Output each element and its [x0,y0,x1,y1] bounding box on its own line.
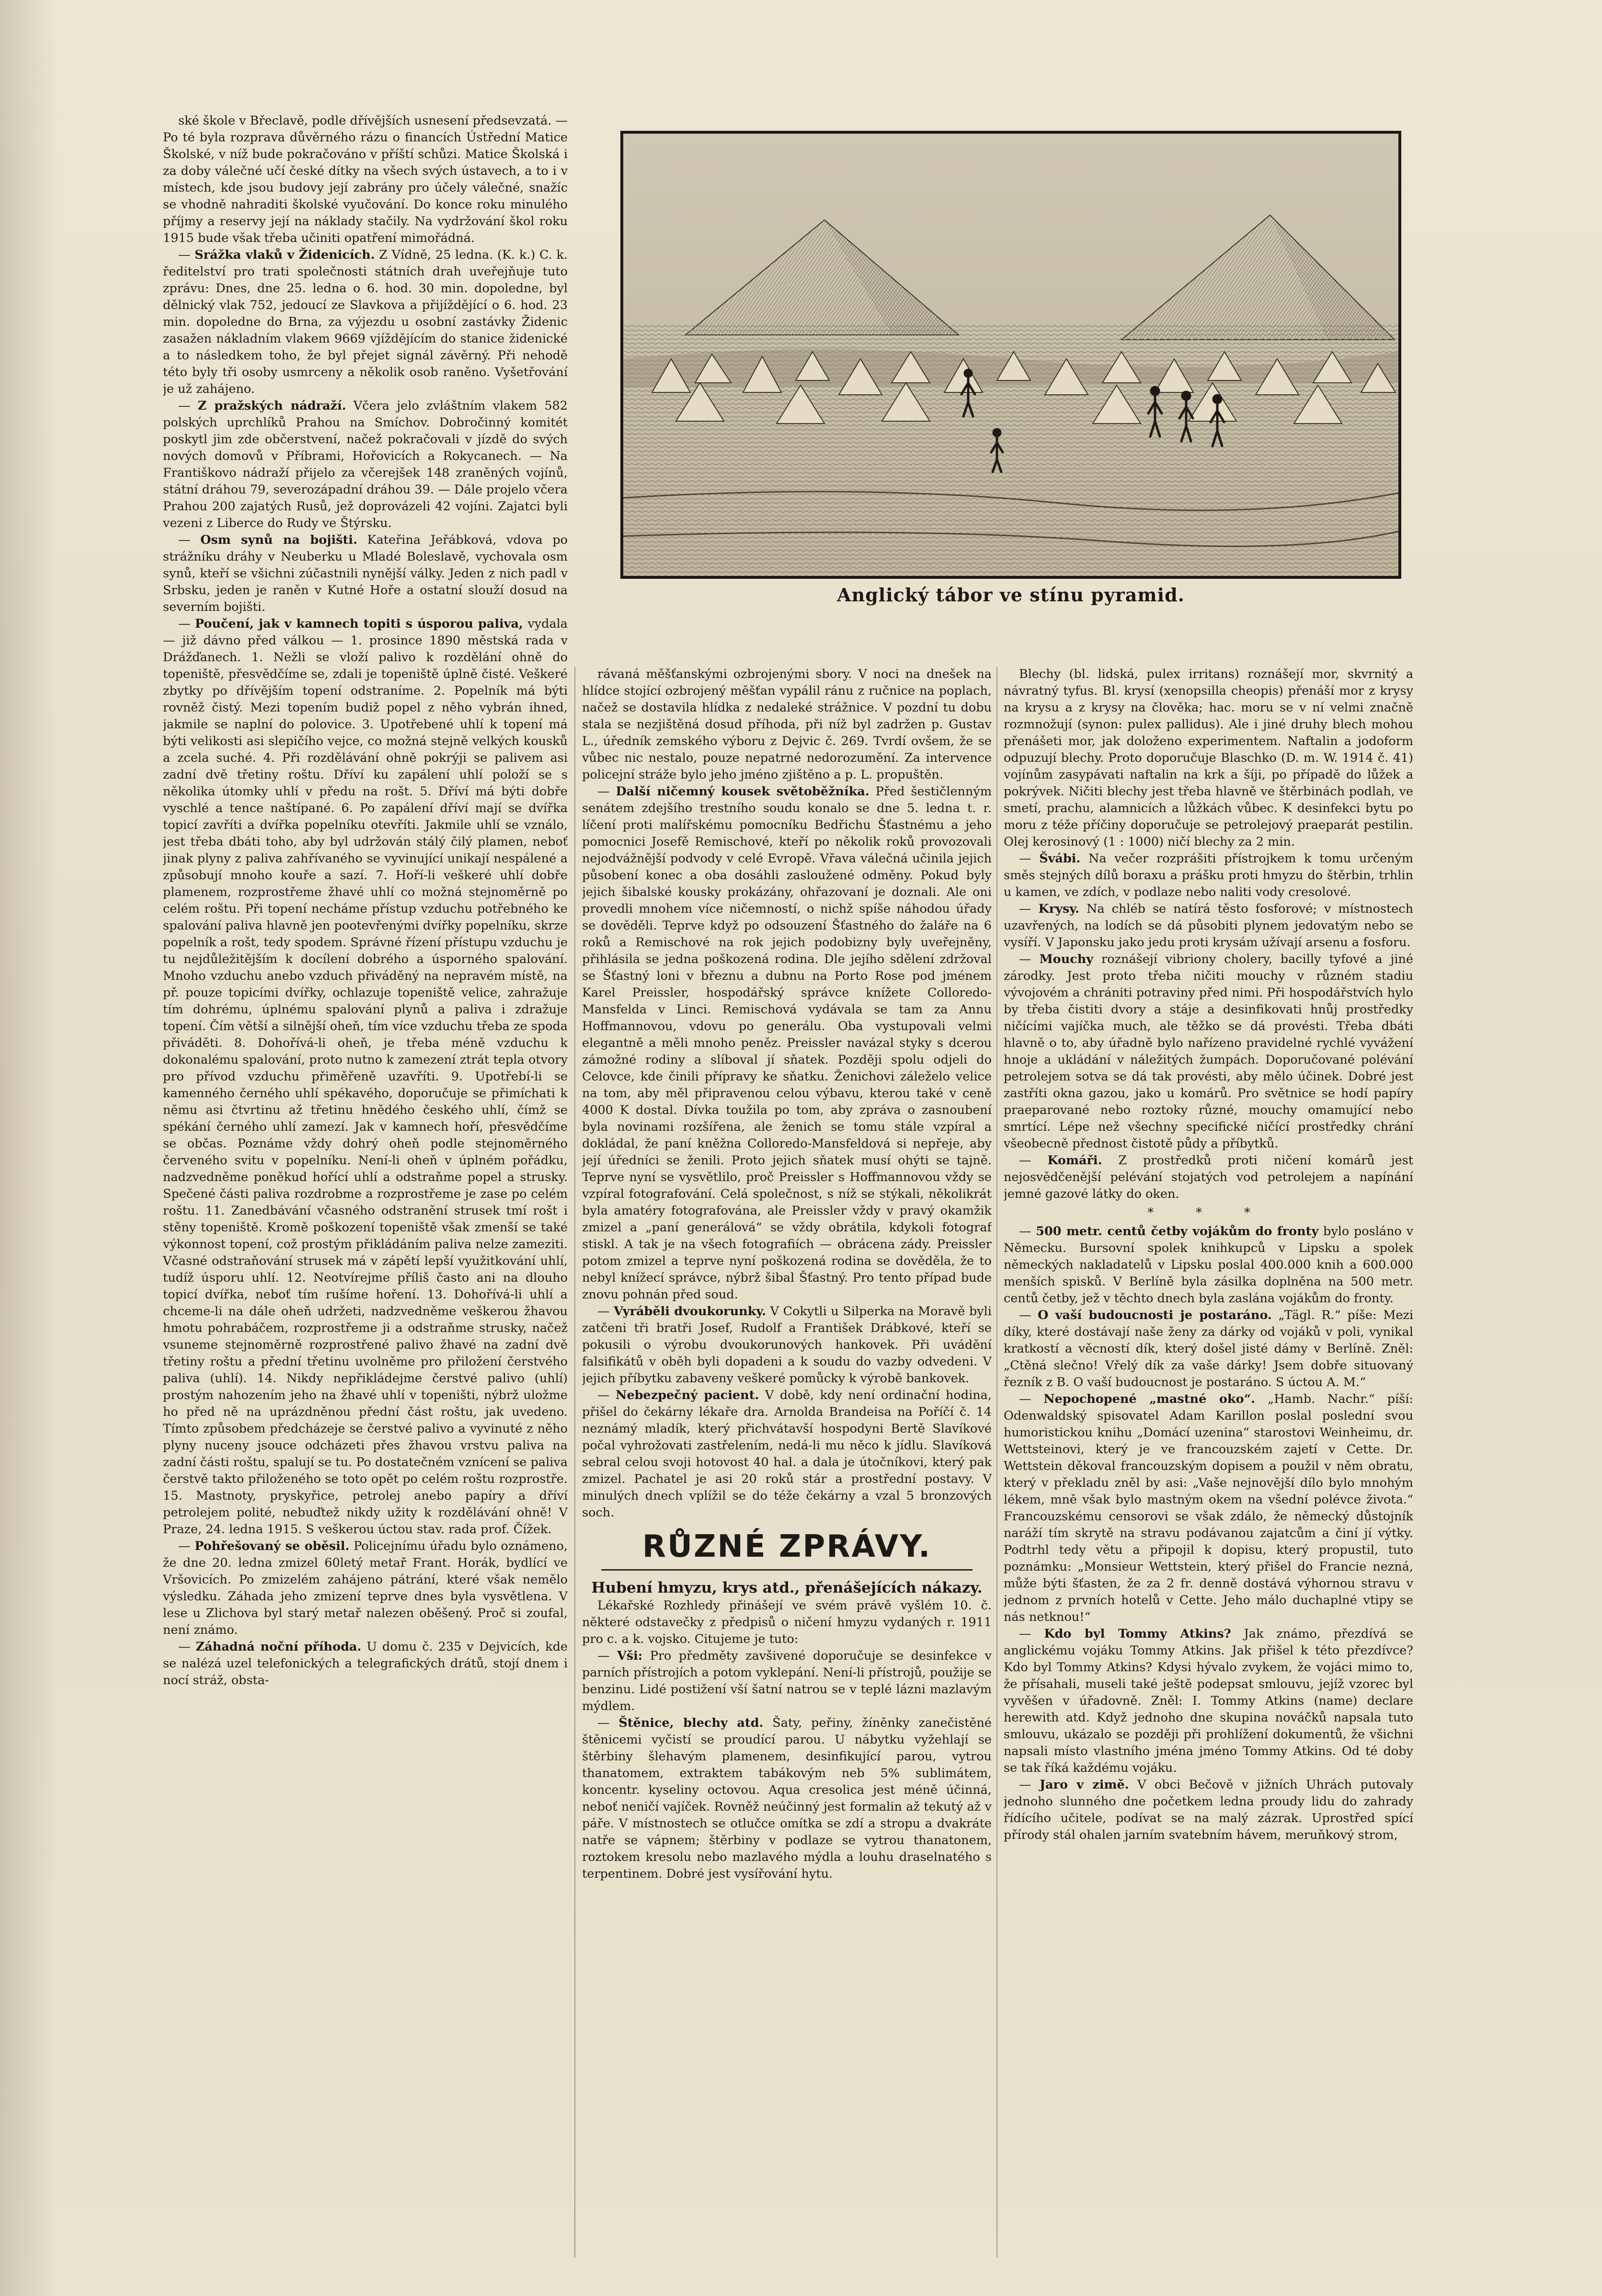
separator-stars: * * * [1147,1205,1270,1220]
article-body: bylo posláno v Německu. Bursovní spolek knihkupců v Lipsku a spolek německých nakladatelů v Lipsku poslal 400.000 knih a 600.000 menších spisků. V Berlíně byla zásilka doplněna na 500 metr. centů četby, jež v těchto dnech byla zaslána vojákům do fronty. [1004,1224,1413,1306]
article-body: Včera jelo zvláštním vlakem 582 polských uprchlíků Prahou na Smíchov. Dobročinný komitét poskytl jim zde občerstvení, načež pokračovali v jízdě do svých nových domovů v Příbrami, Hořovicích a Rokycanech. — Na Františkovo nádraží přijelo za včerejšek 148 zraněných vojínů, státní dráhou 79, severozápadní dráhou 39. — Dále projelo včera Prahou 200 zajatých Rusů, jež doprovázeli 42 vojíni. Zajatci byli vezeni z Liberce do Rudy ve Štýrsku. [163,399,568,530]
column-3 [1004,666,1413,2276]
article-body: Pro předměty zavšivené doporučuje se desinfekce v parních přístrojích a potom vyklepání. Není-li přístrojů, použije se benzinu. Lidé postižení vší šatní natrou se v teplé lázni mazlavým mýdlem. [582,1649,992,1713]
article-title: Osm synů na bojišti. [200,533,357,547]
article-paragraph: — Srážka vlaků v Židenicích. Z Vídně, 25 ledna. (K. k.) C. k. ředitelství pro trati společnosti státních drah uveřejňuje tuto zprávu: Dnes, dne 25. ledna o 6. hod. 30 min. dopoledne, byl dělnický vlak 752, jedoucí ze Slavkova a přijíždějící o 6. hod. 23 min. dopoledne do Brna, za výjezdu u osobní zastávky Židenic zasažen nákladním vlakem 9669 vjíždějícím do stanice židenické a to následkem toho, že byl přejet signál závěrný. Při nehodě této byly tři osoby usmrceny a několik osob raněno. Vyšetřování je už zahájeno. [163,248,568,396]
article-paragraph: — Další ničemný kousek světoběžníka. Před šestičlenným senátem zdejšího trestního soudu konalo se dne 5. ledna t. r. líčení proti malířskému pomocníku Bedřichu Šťastnému a jeho pomocnici Josefě Remischové, kteří po několik roků provozovali nejodvážnější podvody v celé Evropě. Vřava válečná učinila jejich působení konec a oba dosáhli zasloužené odměny. Pokud byly jejich šibalské kousky prokázány, ohřazovaní je doznali. Ale oni provedli mnohem více ničemností, o nichž spíše náhodou úřady se dověděli. Teprve když po odsouzení Šťastného do žaláře na 6 roků a Remischové na rok jejich podobizny byly uveřejněny, přihlásila se jedna poškozená rodina. Dle jejího sdělení zdržoval se Šťastný loni v březnu a dubnu na Porto Rose pod jménem Karel Preissler, hospodářský správce knížete Colloredo-Mansfelda v Linci. Remischová vydávala se tam za Annu Hoffmannovou, vdovu po generálu. Oba vystupovali velmi elegantně a měli mnoho peněz. Preissler navázal styky s dcerou zámožné rodiny a slíboval jí sňatek. Později spolu odjeli do Celovce, kde činili přípravy ke sňatku. Ženichovi záleželo velice na tom, aby měl připravenou celou výbavu, kterou také v ceně 4000 K dostal. Dívka toužila po tom, aby zpráva o zasnoubení byla novinami rozšířena, ale ženich se tomu stále vzpíral a dokládal, že paní kněžna Colloredo-Mansfeldová si nepřeje, aby její úředníci se ženili. Proto jejich sňatek musí ohýti se tajně. Teprve nyní se vysvětlilo, proč Preissler s Hoffmannovou vždy se vzpíral fotografování. Celá společnost, s níž se stýkali, několikrát byla amatéry fotografována, ale Preissler vždy v pravý okamžik zmizel a „paní generálová“ se vždy obrátila, kdykoli fotograf stiskl. A tak je na všech fotografiích — obrácena zády. Preissler potom zmizel a teprve nyní poškozená rodina se dověděla, že to nebyl knížecí správce, nýbrž šibal Šťastný. Pro tento případ bude znovu pohnán před soud. [582,784,992,1302]
section-rule [601,1569,973,1571]
article-paragraph [163,113,568,247]
article-body: Blechy (bl. lidská, pulex irritans) roznášejí mor, skvrnitý a návratný tyfus. Bl. krysí (xenopsilla cheopis) přenáší mor z krysy na krysu a z krysy na člověka; hac. moru se v ní velmi značně rozmnožují (synon: pulex pallidus). Ale i jiné druhy blech mohou přenášeti mor, jak doloženo experimentem. Naftalin a jodoform odpuzují blechy. Proto doporučuje Blaschko (D. m. W. 1914 č. 41) vojínům zasypávati naftalin na krk a šíji, po případě do lůžek a pokrývek. Ničiti blechy jest třeba hlavně ve štěrbinách podlah, ve smetí, prachu, alamnicích a lůžkách vůbec. K desinfekci bytu po moru z téže příčiny doporučuje se petrolejový praeparát pestilin. Olej kerosinový (1 : 1000) ničí blechy za 2 min. [1004,667,1413,849]
article-body: U domu č. 235 v Dejvicích, kde se nalézá uzel telefonických a telegrafických drátů, stojí dnem i nocí stráž, obsta- [163,1640,568,1688]
article-paragraph: — Nebezpečný pacient. V době, kdy není ordinační hodina, přišel do čekárny lékaře dra. Arnolda Brandeisa na Poříčí č. 14 neznámý mladík, který přichvátavší hospodyni Bertě Slavíkové počal vyhrožovati zastřelením, nedá-li mu něco k jídlu. Slavíková sebral celou svoji hotovost 40 hal. a dala je útočníkovi, který pak zmizel. Pachatel je asi 20 roků stár a prostřední postavy. V minulých dnech vplížil se do téže čekárny a vzal 5 bronzových soch. [582,1388,992,1520]
article-body: Šaty, peřiny, žíněnky zanečistěné štěnicemi vyčistí se proudící parou. U nábytku vyžehlají se štěrbiny šlehavým plamenem, desinfikující parou, vytrou thanatomem, extraktem tabákovým neb 5% sublimátem, koncentr. kyseliny octovou. Aqua cresolica jest méně účinná, neboť neničí vajíček. Rovněž neúčinný jest formalin až tekutý až v páře. V místnostech se otlučce omítka se zdí a stropu a dvakráte natře se vápnem; štěrbiny v podlaze se vytrou thanatonem, roztokem kresolu nebo mazlavého mýdla a louhu draselnatého s terpentinem. Dobré jest vysířování hytu. [582,1716,992,1881]
article-paragraph: — 500 metr. centů četby vojákům do fronty bylo posláno v Německu. Bursovní spolek knihkupců v Lipsku a spolek německých nakladatelů v Lipsku poslal 400.000 knih a 600.000 menších spisků. V Berlíně byla zásilka doplněna na 500 metr. centů četby, jež v těchto dnech byla zaslána vojákům do fronty. [1004,1224,1413,1306]
article-paragraph: — Štěnice, blechy atd. Šaty, peřiny, žíněnky zanečistěné štěnicemi vyčistí se proudící parou. U nábytku vyžehlají se štěrbiny šlehavým plamenem, desinfikující parou, vytrou thanatomem, extraktem tabákovým neb 5% sublimátem, koncentr. kyseliny octovou. Aqua cresolica jest méně účinná, neboť neničí vajíček. Rovněž neúčinný jest formalin až tekutý až v páře. V místnostech se otlučce omítka se zdí a stropu a dvakráte natře se vápnem; štěrbiny v podlaze se vytrou thanatonem, roztokem kresolu nebo mazlavého mýdla a louhu draselnatého s terpentinem. Dobré jest vysířování hytu. [582,1716,992,1881]
article-body: „Hamb. Nachr.“ píší: Odenwaldský spisovatel Adam Karillon poslal poslední svou humoristickou knihu „Domácí uzenina“ starostovi Weinheimu, dr. Wettsteinovi, který je ve francouzském zajetí v Cette. Dr. Wettstein děkoval francouzským dopisem a použil v něm obratu, který v překladu zněl by asi: „Vaše nejnovější dílo bylo mnohým lékem, mně však bylo mastným okem na všední polévce života.“ Francouzskému censorovi se však zdálo, že německý důstojník naráží tím skrytě na stravu podávanou zajatcům a činí jí výtky. Podtrhl tedy větu a připojil k dopisu, který propustil, tuto poznámku: „Monsieur Wettstein, který přišel do Francie nezná, může býti šťasten, že za 2 fr. denně dostává výhornou stravu v jednom z prvních hotelů v Cette. Jeho málo duchaplné vtipy se nás netknou!“ [1004,1392,1413,1624]
page-edge-shadow [0,0,57,2296]
article-body: V Cokytli u Silperka na Moravě byli zatčeni tři bratři Josef, Rudolf a František Drábkové, kteří se pokusili o výrobu dvoukorunových hankovek. Při uvádění falsifikátů v oběh byli dopadeni a k soudu do vazby odvedeni. V jejich příbytku zabaveny veškeré pomůcky k výrobě bankovek. [582,1304,992,1386]
article-title: Záhadná noční příhoda. [195,1640,362,1654]
article-body: Kateřina Jeřábková, vdova po strážníku dráhy v Neuberku u Mladé Boleslavě, vychovala osm synů, kteří se všichni zúčastnili nynější války. Jeden z nich padl v Srbsku, jeden je raněn v Kutné Hoře a ostatní slouží dosud na severním bojišti. [163,533,568,614]
article-body: Na chléb se natírá těsto fosforové; v místnostech uzavřených, na lodích se dá působiti plynem jedovatým nebo se vysíří. V Japonsku jako jedu proti krysám užívají arsenu a fosforu. [1004,902,1413,950]
article-paragraph: — Nepochopené „mastné oko“. „Hamb. Nachr.“ píší: Odenwaldský spisovatel Adam Karillon poslal poslední svou humoristickou knihu „Domácí uzenina“ starostovi Weinheimu, dr. Wettsteinovi, který je ve francouzském zajetí v Cette. Dr. Wettstein děkoval francouzským dopisem a použil v něm obratu, který v překladu zněl by asi: „Vaše nejnovější dílo bylo mnohým lékem, mně však bylo mastným okem na všední polévce života.“ Francouzskému censorovi se však zdálo, že německý důstojník naráží tím skrytě na stravu podávanou zajatcům a činí jí výtky. Podtrhl tedy větu a připojil k dopisu, který propustil, tuto poznámku: „Monsieur Wettstein, který přišel do Francie nezná, může býti šťasten, že za 2 fr. denně dostává výhornou stravu v jednom z prvních hotelů v Cette. Jeho málo duchaplné vtipy se nás netknou!“ [1004,1392,1413,1624]
pyramids-camp-photo [620,131,1401,579]
article-body: Z Vídně, 25 ledna. (K. k.) C. k. ředitelství pro trati společnosti státních drah uveřejňuje tuto zprávu: Dnes, dne 25. ledna o 6. hod. 30 min. dopoledne, byl dělnický vlak 752, jedoucí ze Slavkova a přijíždějící o 6. hod. 23 min. dopoledne do Brna, za výjezdu u osobní zastávky Židenic zasažen nákladním vlakem 9669 vjíždějícím do stanice židenické a to následkem toho, že byl přejet signál závěrný. Při nehodě této byly tři osoby usmrceny a několik osob raněno. Vyšetřování je už zahájeno. [163,248,568,396]
photo-caption: Anglický tábor ve stínu pyramid. [837,584,1185,606]
article-paragraph: — Kdo byl Tommy Atkins? Jak známo, přezdívá se anglickému vojáku Tommy Atkins. Jak přišel k této přezdívce? Kdo byl Tommy Atkins? Kdysi hývalo zvykem, že vojáci mimo to, že přísahali, museli také ještě podepsat smlouvu, jejíž vzorec byl vyvěšen v úřadovně. Zněl: I. Tommy Atkins (name) declare herewith atd. Když jednoho dne skupina nováčků napsala tuto smlouvu, ukázalo se později při prohlížení dokumentů, že všichni napsali místo vlastního jména jméno Tommy Atkins. Od té doby se tak říká každému vojáku. [1004,1627,1413,1775]
article-paragraph: — Z pražských nádraží. Včera jelo zvláštním vlakem 582 polských uprchlíků Prahou na Smíchov. Dobročinný komitét poskytl jim zde občerstvení, načež pokračovali v jízdě do svých nových domovů v Příbrami, Hořovicích a Rokycanech. — Na Františkovo nádraží přijelo za včerejšek 148 zraněných vojínů, státní dráhou 79, severozápadní dráhou 39. — Dále projelo včera Prahou 200 zajatých Rusů, jež doprovázeli 42 vojíni. Zajatci byli vezeni z Liberce do Rudy ve Štýrsku. [163,399,568,530]
article-title: Švábi. [1039,851,1081,866]
pyramids-illustration [623,134,1398,576]
article-body: vydala — již dávno před válkou — 1. prosince 1890 městská rada v Drážďanech. 1. Nežli se vloží palivo k rozdělání ohně do topeniště, přesvědčíme se, zdali je topeniště úplně čisté. Veškeré zbytky po dřívějším topení odstraníme. 2. Popelník má býti rovněž čistý. Mezi topením budiž popel z něho vybrán ihned, jakmile se naplní do polovice. 3. Upotřebené uhlí k topení má býti velikosti asi slepičího vejce, co možná stejně velkých kousků a zcela suché. 4. Při rozdělávání ohně pokrýji se palivem asi zadní dvě třetiny roštu. Dříví ku zapálení uhlí položí se s několika útomky uhlí v předu na rošt. 5. Dříví má býti dobře vyschlé a tence naštípané. 6. Po zapálení dříví mají se dvířka topicí zavříti a dvířka popelníku otevříti. Jakmile uhlí se vználo, jest třeba dbáti toho, aby byl udržován stálý čilý plamen, neboť jinak plyny z paliva zahřívaného se vyvinující unikají nespálené a způsobují mnoho kouře a sazí. 7. Hoří-li veškeré uhlí dobře plamenem, rozprostřeme žhavé uhlí co možná stejnoměrně po celém roštu. Při topení necháme přístup vzduchu potřebného ke spalování paliva hlavně jen pootevřenými dvířky popelníku, skrze popelník a rošt, tedy spodem. Správné řízení přístupu vzduchu je tu nejdůležitějším k docílení dobrého a úsporného spalování. Mnoho vzduchu anebo vzduch přiváděný na nepravém místě, na př. pouze topicími dvířky, ochlazuje topeniště velice, zahražuje tím dohrému, úplnému spalování plynů a paliva i zdražuje topení. Čím větší a silnější oheň, tím více vzduchu třeba ze spoda přiváděti. 8. Dohořívá-li oheň, je třeba méně vzduchu k dokonalému spalování, proto nutno k zamezení ztrát tepla otvory pro přívod vzduchu přiměřeně uzavříti. 9. Upotřebí-li se kamenného černého uhlí spékavého, doporučuje se přimíchati k němu asi čtvrtinu až třetinu hnědého českého uhlí, čímž se spékání černého uhlí zamezí. Jak v kamnech hoří, přesvědčíme se občas. Poznáme vždy dohrý oheň podle stejnoměrného červeného svitu v popelníku. Není-li oheň v úplném pořádku, nadzvedněme poněkud hořící uhlí a odstraňme popel a strusky. Spečené části paliva rozdrobme a rozprostřeme je zase po celém roštu. 11. Zanedbávání včasného odstranění strusek tmí rošt i stěny topeniště. Kromě poškození topeniště však zmenší se také výkonnost topení, což prostým přikládáním paliva nelze zameziti. Včasné odstraňování strusek má v zápětí lepší využitkování uhlí, tudíž úsporu uhlí. 12. Neotvírejme příliš často ani na dlouho topicí dvířka, neboť tím rušíme hoření. 13. Dohořívá-li uhlí a chceme-li na dále oheň udržeti, nadzvedněme veškerou žhavou hmotu pohrabáčem, rozprostřeme ji a odstraňme strusky, načež vsuneme stejnoměrně rozprostřené palivo žhavé na zadní dvě třetiny roštu a přední třetinu uvolněme pro přiložení čerstvého paliva (uhlí). 14. Nikdy nepřikládejme čerstvé palivo (uhlí) prostým nahozením jeho na žhavé uhlí v topeništi, nýbrž uložme ho před ně na uprázdněnou přední část roštu, jak uvedeno. Tímto způsobem předcházeje se čerstvé palivo a vyvinuté z něho plyny nuceny jsouce odcházeti přes žhavou vrstvu paliva na zadní části roštu, spalují se tu. Po dostatečném vznícení se paliva čerstvě takto přiloženého se toto opět po celém roštu rozprostře. 15. Mastnoty, pryskyřice, petrolej anebo papíry a dříví petrolejem polité, nebuďtež nikdy užity k rozdělávání ohně! V Praze, 24. ledna 1915. S veškerou úctou stav. rada prof. Čížek. [163,617,568,1537]
article-paragraph: — Záhadná noční příhoda. U domu č. 235 v Dejvicích, kde se nalézá uzel telefonických a telegrafických drátů, stojí dnem i nocí stráž, obsta- [163,1640,568,1688]
article-paragraph [1004,666,1413,850]
article-title: Štěnice, blechy atd. [618,1716,764,1730]
section-heading: RŮZNÉ ZPRÁVY. [642,1529,932,1564]
article-paragraph: — Švábi. Na večer rozprášiti přístrojkem k tomu určeným směs stejných dílů boraxu a prášku proti hmyzu do štěrbin, trhlin u kamen, ve zdích, v podlaze nebo naliti vody cresolové. [1004,851,1413,899]
article-paragraph [582,1597,992,1648]
article-body: roznášejí vibriony cholery, bacilly tyfové a jiné zárodky. Jest proto třeba ničiti mouchy v různém stadiu vývojovém a chrániti potraviny před nimi. Při hospodářstvích hylo by třeba čistiti dvory a stáje a desinfikovati hnůj prostředky ničícími vajíčka much, ale těžko se dá provésti. Třeba dbáti hlavně o to, aby úřadně bylo nařízeno pravidelné rychlé vyvážení hnoje a ukládání v náležitých žumpách. Doporučované polévání petrolejem sotva se dá tak provésti, aby mělo účinek. Dobré jest zastříti okna gazou, jako u komárů. Pro světnice se hodí papíry praeparované nebo roztoky různé, mouchy omamující nebo smrtící. Lépe než všechny specifické ničící prostředky chrání všeobecně přednost čistotě půdy a příbytků. [1004,952,1413,1151]
article-body: rávaná měšťanskými ozbrojenými sbory. V noci na dnešek na hlídce stojící ozbrojený měšťan vypálil ránu z ručnice na poplach, načež se dostavila hlídka z nedaleké strážnice. V pozdní tu dobu stala se nezjištěná dosud příhoda, při níž byl zadržen p. Gustav L., úředník zemského výboru z Dejvic č. 269. Tvrdí ovšem, že se vůbec nic nestalo, pouze nepatrné nedorozumění. Za intervence policejní stráže bylo jeho jméno zjištěno a p. L. propuštěn. [582,667,992,782]
article-body: „Tägl. R.“ píše: Mezi díky, které dostávají naše ženy za dárky od vojáků v poli, vynikal kratkostí a věcností dík, který došel jisté dámy v Berlíně. Zněl: „Ctěná slečno! Vřelý dík za vaše dárky! Jsem dobře situovaný řezník z B. O vaší budoucnost je postaráno. S úctou A. M.“ [1004,1308,1413,1389]
article-body: Na večer rozprášiti přístrojkem k tomu určeným směs stejných dílů boraxu a prášku proti hmyzu do štěrbin, trhlin u kamen, ve zdích, v podlaze nebo naliti vody cresolové. [1004,851,1413,899]
column-divider-2 [996,667,997,2258]
article-title: Nebezpečný pacient. [616,1388,759,1402]
article-paragraph: — Komáři. Z prostředků proti ničení komárů jest nejosvědčenější pelévání stojatých vod petrolejem a napínání jemné gazové látky do oken. [1004,1153,1413,1201]
article-paragraph: — Mouchy roznášejí vibriony cholery, bacilly tyfové a jiné zárodky. Jest proto třeba ničiti mouchy v různém stadiu vývojovém a chrániti potraviny před nimi. Při hospodářstvích hylo by třeba čistiti dvory a stáje a desinfikovati hnůj prostředky ničícími vajíčka much, ale těžko se dá provésti. Třeba dbáti hlavně o to, aby úřadně bylo nařízeno pravidelné rychlé vyvážení hnoje a ukládání v náležitých žumpách. Doporučované polévání petrolejem sotva se dá tak provésti, aby mělo účinek. Dobré jest zastříti okna gazou, jako u komárů. Pro světnice se hodí papíry praeparované nebo roztoky různé, mouchy omamující nebo smrtící. Lépe než všechny specifické ničící prostředky chrání všeobecně přednost čistotě půdy a příbytků. [1004,952,1413,1151]
article-title: O vaší budoucnosti je postaráno. [1038,1308,1272,1322]
article-body: Policejnímu úřadu bylo oznámeno, že dne 20. ledna zmizel 60letý metař Frant. Horák, bydlící ve Vršovicích. Po zmizelém zahájeno pátrání, které však nemělo výsledku. Záhada jeho zmizení teprve dnes byla vysvětlena. V lese u Zlichova byl starý metař nalezen oběšený. Proč si zoufal, není známo. [163,1539,568,1637]
article-body: Z prostředků proti ničení komárů jest nejosvědčenější pelévání stojatých vod petrolejem a napínání jemné gazové látky do oken. [1004,1153,1413,1201]
article-paragraph: — Osm synů na bojišti. Kateřina Jeřábková, vdova po strážníku dráhy v Neuberku u Mladé Boleslavě, vychovala osm synů, kteří se všichni zúčastnili nynější války. Jeden z nich padl v Srbsku, jeden je raněn v Kutné Hoře a ostatní slouží dosud na severním bojišti. [163,533,568,614]
article-paragraph: — Pohřešovaný se oběsil. Policejnímu úřadu bylo oznámeno, že dne 20. ledna zmizel 60letý metař Frant. Horák, bydlící ve Vršovicích. Po zmizelém zahájeno pátrání, které však nemělo výsledku. Záhada jeho zmizení teprve dnes byla vysvětlena. V lese u Zlichova byl starý metař nalezen oběšený. Proč si zoufal, není známo. [163,1539,568,1637]
article-title: Jaro v zimě. [1039,1778,1129,1792]
article-title: Mouchy [1039,952,1094,966]
article-title: Vši: [617,1649,643,1663]
article-body: Jak známo, přezdívá se anglickému vojáku Tommy Atkins. Jak přišel k této přezdívce? Kdo byl Tommy Atkins? Kdysi hývalo zvykem, že vojáci mimo to, že přísahali, museli také ještě podepsat smlouvu, jejíž vzorec byl vyvěšen v úřadovně. Zněl: I. Tommy Atkins (name) declare herewith atd. Když jednoho dne skupina nováčků napsala tuto smlouvu, ukázalo se později při prohlížení dokumentů, že všichni napsali místo vlastního jména jméno Tommy Atkins. Od té doby se tak říká každému vojáku. [1004,1627,1413,1775]
article-body: ské škole v Břeclavě, podle dřívějších usnesení předsevzatá. — Po té byla rozprava důvěrného rázu o financích Ústřední Matice Školské, v níž bude pokračováno v příští schůzi. Matice Školská i za doby válečné učí české dítky na všech svých ústavech, a to i v místech, kde jsou budovy její zabrány pro účely válečné, snažíc se vhodně nahraditi školské vyučování. Do konce roku minulého příjmy a reservy její na náklady stačily. Na vydržování škol roku 1915 bude však třeba učiniti opatření mimořádná. [163,114,568,245]
article-title: Komáři. [1047,1153,1102,1168]
article-paragraph: — Krysy. Na chléb se natírá těsto fosforové; v místnostech uzavřených, na lodích se dá působiti plynem jedovatým nebo se vysíří. V Japonsku jako jedu proti krysám užívají arsenu a fosforu. [1004,902,1413,950]
article-title: Nepochopené „mastné oko“. [1043,1392,1256,1406]
article-title: Krysy. [1038,902,1080,916]
article-title: Srážka vlaků v Židenicích. [195,248,375,262]
article-body: V době, kdy není ordinační hodina, přišel do čekárny lékaře dra. Arnolda Brandeisa na Poříčí č. 14 neznámý mladík, který přichvátavší hospodyni Bertě Slavíkové počal vyhrožovati zastřelením, nedá-li mu něco k jídlu. Slavíková sebral celou svoji hotovost 40 hal. a dala je útočníkovi, který pak zmizel. Pachatel je asi 20 roků stár a prostřední postavy. V minulých dnech vplížil se do téže čekárny a vzal 5 bronzových soch. [582,1388,992,1520]
article-title: Z pražských nádraží. [197,399,346,413]
article-title: Pohřešovaný se oběsil. [195,1539,350,1553]
article-paragraph: — Poučení, jak v kamnech topiti s úsporou paliva, vydala — již dávno před válkou — 1. prosince 1890 městská rada v Drážďanech. 1. Nežli se vloží palivo k rozdělání ohně do topeniště, přesvědčíme se, zdali je topeniště úplně čisté. Veškeré zbytky po dřívějším topení odstraníme. 2. Popelník má býti rovněž čistý. Mezi topením budiž popel z něho vybrán ihned, jakmile se naplní do polovice. 3. Upotřebené uhlí k topení má býti velikosti asi slepičího vejce, co možná stejně velkých kousků a zcela suché. 4. Při rozdělávání ohně pokrýji se palivem asi zadní dvě třetiny roštu. Dříví ku zapálení uhlí položí se s několika útomky uhlí v předu na rošt. 5. Dříví má býti dobře vyschlé a tence naštípané. 6. Po zapálení dříví mají se dvířka topicí zavříti a dvířka popelníku otevříti. Jakmile uhlí se vználo, jest třeba dbáti toho, aby byl udržován stálý čilý plamen, neboť jinak plyny z paliva zahřívaného se vyvinující unikají nespálené a způsobují mnoho kouře a sazí. 7. Hoří-li veškeré uhlí dobře plamenem, rozprostřeme žhavé uhlí co možná stejnoměrně po celém roštu. Při topení necháme přístup vzduchu potřebného ke spalování paliva hlavně jen pootevřenými dvířky popelníku, skrze popelník a rošt, tedy spodem. Správné řízení přístupu vzduchu je tu nejdůležitějším k docílení dobrého a úsporného spalování. Mnoho vzduchu anebo vzduch přiváděný na nepravém místě, na př. pouze topicími dvířky, ochlazuje topeniště velice, zahražuje tím dohrému, úplnému spalování plynů a paliva i zdražuje topení. Čím větší a silnější oheň, tím více vzduchu třeba ze spoda přiváděti. 8. Dohořívá-li oheň, je třeba méně vzduchu k dokonalému spalování, proto nutno k zamezení ztrát tepla otvory pro přívod vzduchu přiměřeně uzavříti. 9. Upotřebí-li se kamenného černého uhlí spékavého, doporučuje se přimíchati k němu asi čtvrtinu až třetinu hnědého českého uhlí, čímž se spékání černého uhlí zamezí. Jak v kamnech hoří, přesvědčíme se občas. Poznáme vždy dohrý oheň podle stejnoměrného červeného svitu v popelníku. Není-li oheň v úplném pořádku, nadzvedněme poněkud hořící uhlí a odstraňme popel a strusky. Spečené části paliva rozdrobme a rozprostřeme je zase po celém roštu. 11. Zanedbávání včasného odstranění strusek tmí rošt i stěny topeniště. Kromě poškození topeniště však zmenší se také výkonnost topení, což prostým přikládáním paliva nelze zameziti. Včasné odstraňování strusek má v zápětí lepší využitkování uhlí, tudíž úsporu uhlí. 12. Neotvírejme příliš často ani na dlouho topicí dvířka, neboť tím rušíme hoření. 13. Dohořívá-li uhlí a chceme-li na dále oheň udržeti, nadzvedněme veškerou žhavou hmotu pohrabáčem, rozprostřeme ji a odstraňme strusky, načež vsuneme stejnoměrně rozprostřené palivo žhavé na zadní dvě třetiny roštu a přední třetinu uvolněme pro přiložení čerstvého paliva (uhlí). 14. Nikdy nepřikládejme čerstvé palivo (uhlí) prostým nahozením jeho na žhavé uhlí v topeništi, nýbrž uložme ho před ně na uprázdněnou přední část roštu, jak uvedeno. Tímto způsobem předcházeje se čerstvé palivo a vyvinuté z něho plyny nuceny jsouce odcházeti přes žhavou vrstvu paliva na zadní části roštu, spalují se tu. Po dostatečném vznícení se paliva čerstvě takto přiloženého se toto opět po celém roštu rozprostře. 15. Mastnoty, pryskyřice, petrolej anebo papíry a dříví petrolejem polité, nebuďtež nikdy užity k rozdělávání ohně! V Praze, 24. ledna 1915. S veškerou úctou stav. rada prof. Čížek. [163,617,568,1537]
article-paragraph: — Jaro v zimě. V obci Bečově v jižních Uhrách putovaly jednoho slunného dne početkem ledna proudy lidu do zahrady řídícího učitele, podívat se na malý zázrak. Uprostřed spící přírody stál ohalen jarním svatebním hávem, meruňkový strom, [1004,1778,1413,1842]
article-paragraph: — Vyráběli dvoukorunky. V Cokytli u Silperka na Moravě byli zatčeni tři bratři Josef, Rudolf a František Drábkové, kteří se pokusili o výrobu dvoukorunových hankovek. Při uvádění falsifikátů v oběh byli dopadeni a k soudu do vazby odvedeni. V jejich příbytku zabaveny veškeré pomůcky k výrobě bankovek. [582,1304,992,1386]
article-body: V obci Bečově v jižních Uhrách putovaly jednoho slunného dne početkem ledna proudy lidu do zahrady řídícího učitele, podívat se na malý zázrak. Uprostřed spící přírody stál ohalen jarním svatebním hávem, meruňkový strom, [1004,1778,1413,1842]
article-subheading: Hubení hmyzu, krys atd., přenášejících nákazy. [591,1579,983,1596]
article-title: Vyráběli dvoukorunky. [614,1304,767,1319]
article-body: Před šestičlenným senátem zdejšího trestního soudu konalo se dne 5. ledna t. r. líčení proti malířskému pomocníku Bedřichu Šťastnému a jeho pomocnici Josefě Remischové, kteří po několik roků provozovali nejodvážnější podvody v celé Evropě. Vřava válečná učinila jejich působení konec a oba dosáhli zasloužené odměny. Pokud byly jejich šibalské kousky prokázány, ohřazovaní je doznali. Ale oni provedli mnohem více ničemností, o nichž spíše náhodou úřady se dověděli. Teprve když po odsouzení Šťastného do žaláře na 6 roků a Remischové na rok jejich podobizny byly uveřejněny, přihlásila se jedna poškozená rodina. Dle jejího sdělení zdržoval se Šťastný loni v březnu a dubnu na Porto Rose pod jménem Karel Preissler, hospodářský správce knížete Colloredo-Mansfelda v Linci. Remischová vydávala se tam za Annu Hoffmannovou, vdovu po generálu. Oba vystupovali velmi elegantně a měli mnoho peněz. Preissler navázal styky s dcerou zámožné rodiny a slíboval jí sňatek. Později spolu odjeli do Celovce, kde činili přípravy ke sňatku. Ženichovi záleželo velice na tom, aby měl připravenou celou výbavu, kterou také v ceně 4000 K dostal. Dívka toužila po tom, aby zpráva o zasnoubení byla novinami rozšířena, ale ženich se tomu stále vzpíral a dokládal, že paní kněžna Colloredo-Mansfeldová si nepřeje, aby její úředníci se ženili. Proto jejich sňatek musí ohýti se tajně. Teprve nyní se vysvětlilo, proč Preissler s Hoffmannovou vždy se vzpíral fotografování. Celá společnost, s níž se stýkali, několikrát byla amatéry fotografována, ale Preissler vždy v pravý okamžik zmizel a „paní generálová“ se vždy obrátila, kdykoli fotograf stiskl. A tak je na všech fotografiích — obrácena zády. Preissler potom zmizel a teprve nyní poškozená rodina se dověděla, že to nebyl knížecí správce, nýbrž šibal Šťastný. Pro tento případ bude znovu pohnán před soud. [582,784,992,1302]
column-divider-1 [574,667,575,2258]
column-2 [582,666,992,2276]
article-paragraph [582,666,992,783]
article-title: Poučení, jak v kamnech topiti s úsporou paliva, [195,617,523,631]
article-body: Lékařské Rozhledy přinášejí ve svém právě vyšlém 10. č. některé odstavečky z předpisů o ničení hmyzu vydaných r. 1911 pro c. a k. vojsko. Citujeme je tuto: [582,1598,992,1646]
article-title: Další ničemný kousek světoběžníka. [616,784,870,799]
article-title: 500 metr. centů četby vojákům do fronty [1036,1224,1319,1239]
article-title: Kdo byl Tommy Atkins? [1044,1627,1231,1641]
article-paragraph: — O vaší budoucnosti je postaráno. „Tägl. R.“ píše: Mezi díky, které dostávají naše ženy za dárky od vojáků v poli, vynikal kratkostí a věcností dík, který došel jisté dámy v Berlíně. Zněl: „Ctěná slečno! Vřelý dík za vaše dárky! Jsem dobře situovaný řezník z B. O vaší budoucnost je postaráno. S úctou A. M.“ [1004,1308,1413,1389]
column-1 [163,113,568,2278]
article-paragraph: — Vši: Pro předměty zavšivené doporučuje se desinfekce v parních přístrojích a potom vyklepání. Není-li přístrojů, použije se benzinu. Lidé postižení vší šatní natrou se v teplé lázni mazlavým mýdlem. [582,1649,992,1713]
